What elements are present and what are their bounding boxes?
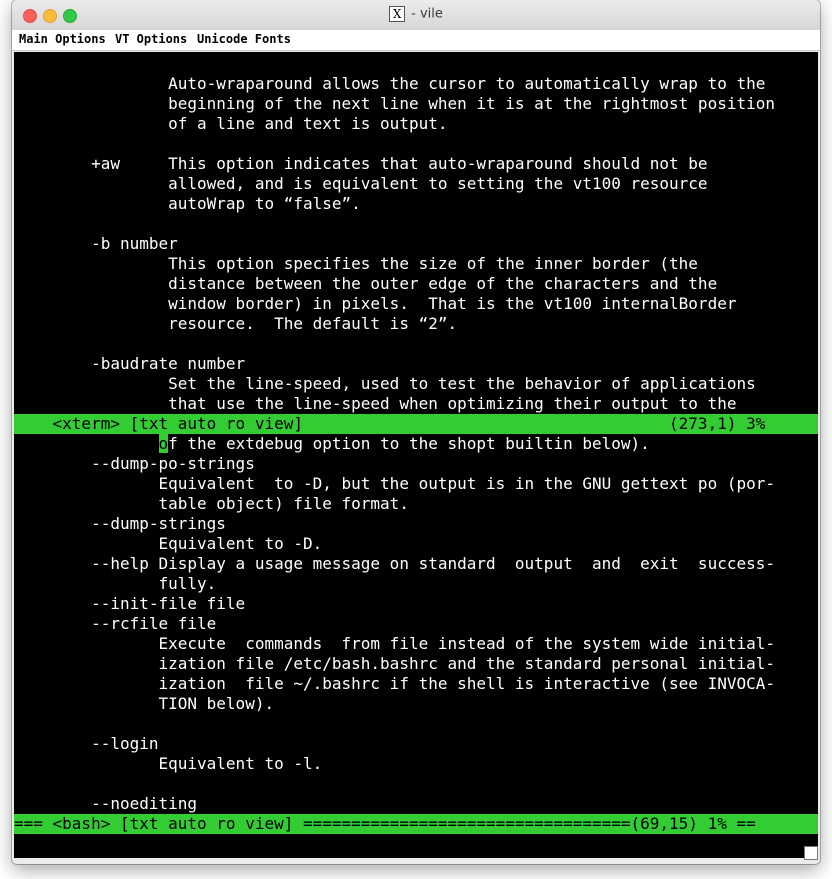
bottom-pane-line: --login bbox=[14, 734, 159, 753]
bottom-pane-line: --init-file file bbox=[14, 594, 246, 613]
top-pane-line: Auto-wraparound allows the cursor to automatically wrap to the bbox=[14, 74, 766, 93]
title-bar[interactable] bbox=[12, 0, 820, 30]
top-status-line: <xterm> [txt auto ro view] (273,1) 3% bbox=[14, 414, 818, 434]
top-pane-line: Set the line-speed, used to test the behavior of applications bbox=[14, 374, 756, 393]
first-line-text: f the extdebug option to the shopt builtin below). bbox=[168, 434, 650, 453]
top-pane-line: resource. The default is “2”. bbox=[14, 314, 458, 333]
top-pane-line: that use the line-speed when optimizing their output to the bbox=[14, 394, 737, 413]
bottom-pane-line: ization file /etc/bash.bashrc and the standard personal initial- bbox=[14, 654, 775, 673]
top-pane-line: +aw This option indicates that auto-wraparound should not be bbox=[14, 154, 708, 173]
bottom-pane-line: table object) file format. bbox=[14, 494, 409, 513]
menu-unicode-fonts[interactable]: Unicode Fonts bbox=[197, 32, 291, 46]
bottom-status-line: === <bash> [txt auto ro view] ==================================(69,15) 1% == bbox=[14, 814, 818, 834]
bottom-pane-line: --dump-po-strings bbox=[14, 454, 255, 473]
bottom-pane-line: Execute commands from file instead of the system wide initial- bbox=[14, 634, 775, 653]
bottom-pane-line: TION below). bbox=[14, 694, 275, 713]
menu-vt-options[interactable]: VT Options bbox=[115, 32, 188, 46]
top-pane-line: of a line and text is output. bbox=[14, 114, 448, 133]
terminal-area[interactable] bbox=[14, 52, 818, 858]
bottom-pane-line: Equivalent to -D, but the output is in the GNU gettext po (por- bbox=[14, 474, 775, 493]
bottom-pane-line: ization file ~/.bashrc if the shell is interactive (see INVOCA- bbox=[14, 674, 775, 693]
xterm-window bbox=[12, 0, 820, 864]
top-pane-line: allowed, and is equivalent to setting the vt100 resource bbox=[14, 174, 708, 193]
window-title: - vile bbox=[411, 6, 443, 22]
x11-icon: X bbox=[389, 6, 405, 22]
bottom-pane-line: Equivalent to -D. bbox=[14, 534, 323, 553]
top-pane-line: This option specifies the size of the inner border (the bbox=[14, 254, 698, 273]
bottom-first-line[interactable] bbox=[14, 434, 650, 454]
top-pane-line: -baudrate number bbox=[14, 354, 246, 373]
window-title-group bbox=[12, 6, 820, 22]
bottom-pane-line: --noediting bbox=[14, 794, 198, 813]
top-pane-line: window border) in pixels. That is the vt100 internalBorder bbox=[14, 294, 737, 313]
top-pane-line: distance between the outer edge of the characters and the bbox=[14, 274, 718, 293]
bottom-pane-line: --rcfile file bbox=[14, 614, 217, 633]
bottom-pane-line: --help Display a usage message on standard output and exit success- bbox=[14, 554, 775, 573]
menu-main-options[interactable]: Main Options bbox=[19, 32, 106, 46]
top-pane-line: autoWrap to “false”. bbox=[14, 194, 361, 213]
bottom-pane-line: fully. bbox=[14, 574, 217, 593]
first-line-indent bbox=[14, 434, 159, 453]
text-cursor: o bbox=[158, 434, 169, 453]
resize-handle[interactable] bbox=[804, 846, 818, 860]
top-pane-line: -b number bbox=[14, 234, 178, 253]
bottom-pane-line: Equivalent to -l. bbox=[14, 754, 323, 773]
bottom-pane-line: --dump-strings bbox=[14, 514, 226, 533]
top-pane-line: beginning of the next line when it is at the rightmost position bbox=[14, 94, 775, 113]
menu-bar bbox=[12, 30, 820, 51]
